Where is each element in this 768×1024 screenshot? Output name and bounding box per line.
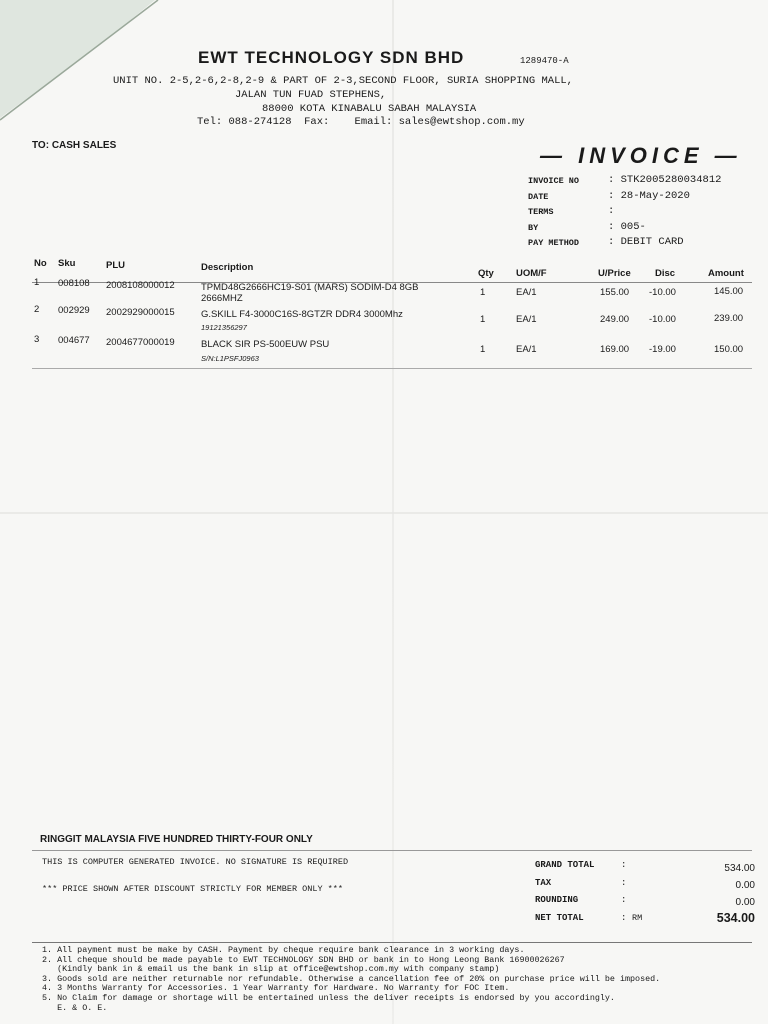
col-sku-header: Sku (58, 258, 76, 269)
row-no: 1 (34, 277, 40, 288)
row-amount: 239.00 (714, 313, 744, 324)
row-uom: EA/1 (516, 314, 537, 325)
tax-label: TAX (535, 877, 552, 888)
row-uprice: 169.00 (600, 344, 630, 355)
colon: : (621, 860, 627, 870)
row-sku: 004677 (58, 335, 90, 346)
col-disc-header: Disc (655, 268, 676, 279)
net-total-label: NET TOTAL (535, 912, 584, 923)
row-description-2: 2666MHZ (201, 293, 243, 304)
meta-value: : 005- (608, 220, 646, 233)
company-reg-no: 1289470-A (520, 56, 569, 66)
col-description-header: Description (201, 262, 254, 273)
row-qty: 1 (480, 344, 486, 355)
row-disc: -19.00 (649, 344, 676, 355)
company-address-line-1: UNIT NO. 2-5,2-6,2-8,2-9 & PART OF 2-3,SECOND FLOOR, SURIA SHOPPING MALL, (113, 75, 573, 87)
col-qty-header: Qty (478, 268, 494, 279)
row-uprice: 249.00 (600, 314, 630, 325)
row-description: BLACK SIR PS-500EUW PSU (201, 339, 330, 350)
row-uom: EA/1 (516, 287, 537, 298)
table-row (32, 277, 752, 307)
meta-value: : DEBIT CARD (608, 236, 684, 248)
company-name: EWT TECHNOLOGY SDN BHD (198, 48, 465, 67)
company-address-line-3: 88000 KOTA KINABALU SABAH MALAYSIA (262, 103, 477, 115)
meta-label: TERMS (528, 207, 554, 217)
invoice-no-row (528, 174, 721, 190)
invoice-title: — INVOICE — (540, 143, 742, 168)
grand-total-value: 534.00 (724, 863, 755, 874)
term-item: E. & O. E. (42, 1002, 108, 1013)
rounding-label: ROUNDING (535, 895, 579, 905)
divider (32, 942, 752, 943)
row-plu: 2004677000019 (106, 337, 175, 348)
row-no: 2 (34, 304, 40, 315)
row-disc: -10.00 (649, 287, 676, 298)
row-description: TPMD48G2666HC19-S01 (MARS) SODIM-D4 8GB (201, 282, 419, 293)
meta-label: BY (528, 222, 539, 233)
grand-total-row (535, 860, 755, 878)
invoice-meta (528, 174, 721, 252)
colon: : (621, 895, 627, 905)
meta-label: DATE (528, 191, 549, 202)
term-item: 1. All payment must be make by CASH. Payment by cheque require bank clearance in 3 working days. (42, 945, 525, 955)
meta-label: INVOICE NO (528, 176, 580, 186)
meta-value: : STK2005280034812 (608, 174, 722, 186)
row-description: G.SKILL F4-3000C16S-8GTZR DDR4 3000Mhz (201, 309, 403, 320)
table-row (32, 334, 752, 368)
meta-label: PAY METHOD (528, 238, 580, 248)
grand-total-label: GRAND TOTAL (535, 860, 595, 870)
row-plu: 2008108000012 (106, 280, 175, 291)
row-serial: S/N:L1PSFJ0963 (201, 354, 259, 363)
row-amount: 145.00 (714, 286, 744, 297)
by-row (528, 221, 721, 237)
company-address-line-2: JALAN TUN FUAD STEPHENS, (235, 89, 387, 101)
folded-corner (0, 0, 190, 130)
totals-block (535, 860, 755, 930)
row-sku: 002929 (58, 305, 90, 316)
term-item: 3. Goods sold are neither returnable nor refundable. Otherwise a cancellation fee of 20% on purchase price will be imposed. (42, 973, 661, 984)
net-total-value: 534.00 (716, 910, 755, 925)
tax-value: 0.00 (735, 879, 755, 891)
company-contact: Tel: 088-274128 Fax: Email: sales@ewtshop.com.my (197, 116, 525, 128)
colon: : (621, 877, 627, 888)
row-disc: -10.00 (649, 314, 676, 325)
col-amount-header: Amount (708, 268, 744, 279)
tax-row (535, 878, 755, 896)
row-no: 3 (34, 334, 40, 345)
paper-fold-horizontal (0, 512, 768, 514)
row-qty: 1 (480, 287, 486, 298)
rounding-value: 0.00 (735, 897, 755, 908)
divider (32, 850, 752, 851)
term-item: (Kindly bank in & email us the bank in slip at office@ewtshop.com.my with company stamp) (42, 964, 500, 975)
row-serial: 19121356297 (201, 323, 247, 332)
row-plu: 2002929000015 (106, 307, 175, 318)
terms-row (528, 205, 721, 221)
col-no-header: No (34, 258, 47, 269)
currency: RM (632, 912, 643, 923)
col-uprice-header: U/Price (598, 268, 631, 279)
row-sku: 008108 (58, 278, 90, 289)
pay-method-row (528, 236, 721, 252)
bill-to: TO: CASH SALES (32, 140, 117, 151)
row-uprice: 155.00 (600, 287, 630, 298)
meta-value: : 28-May-2020 (608, 189, 690, 202)
row-qty: 1 (480, 314, 486, 325)
term-item: 5. No Claim for damage or shortage will be entertained unless the deliver receipts is endorsed by you accordingly. (42, 992, 615, 1003)
colon: : (621, 912, 627, 923)
member-price-notice: *** PRICE SHOWN AFTER DISCOUNT STRICTLY FOR MEMBER ONLY *** (42, 884, 343, 894)
computer-generated-notice: THIS IS COMPUTER GENERATED INVOICE. NO SIGNATURE IS REQUIRED (42, 857, 349, 867)
col-uom-header: UOM/F (516, 268, 547, 279)
col-plu-header: PLU (106, 260, 125, 271)
term-item: 4. 3 Months Warranty for Accessories. 1 Year Warranty for Hardware. No Warranty for FOC Item. (42, 983, 510, 994)
net-total-row (535, 910, 755, 931)
meta-value: : (608, 205, 615, 217)
term-item: 2. All cheque should be made payable to EWT TECHNOLOGY SDN BHD or bank in to Hong Leong Bank 16900026267 (42, 954, 565, 965)
amount-in-words: RINGGIT MALAYSIA FIVE HUNDRED THIRTY-FOUR ONLY (40, 834, 313, 845)
row-amount: 150.00 (714, 344, 744, 355)
table-row (32, 304, 752, 334)
table-end-line (32, 368, 752, 369)
terms-and-conditions (42, 946, 660, 1013)
row-uom: EA/1 (516, 344, 537, 355)
date-row (528, 190, 721, 206)
